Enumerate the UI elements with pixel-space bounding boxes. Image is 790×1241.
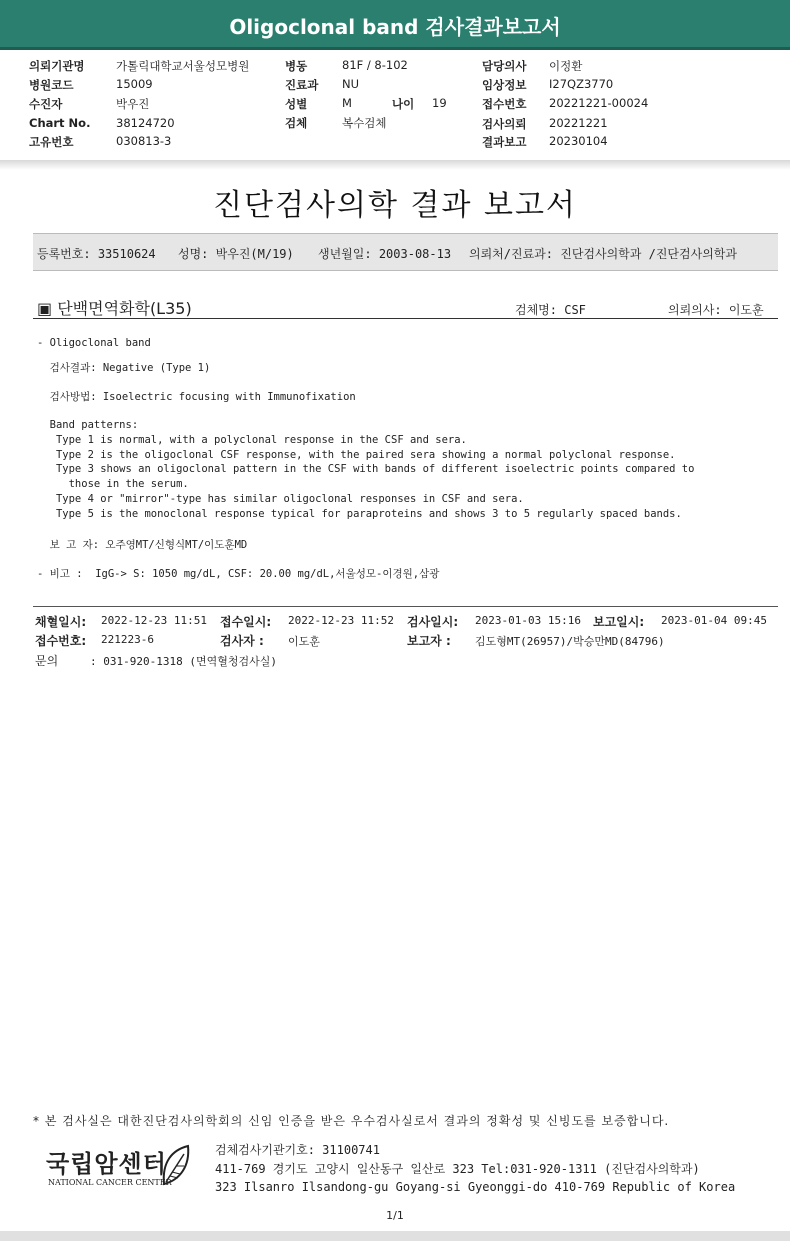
report-time-value: 2023-01-04 09:45 xyxy=(661,614,767,627)
report-title-bar xyxy=(0,0,790,47)
receipt-no-label: 접수번호: xyxy=(35,634,87,648)
collect-label: 채혈일시: xyxy=(35,615,87,629)
report-line: 검사결과: Negative (Type 1) xyxy=(37,362,211,374)
info-value: 19 xyxy=(432,96,447,110)
info-value: 20221221 xyxy=(549,116,608,130)
info-value: 15009 xyxy=(116,77,153,91)
info-label: 의뢰기관명 xyxy=(29,59,85,73)
info-label: 병동 xyxy=(285,59,308,73)
org-address-korean: 411-769 경기도 고양시 일산동구 일산로 323 Tel:031-920-1311 (진단검사의학과) xyxy=(215,1162,700,1176)
report-line: those in the serum. xyxy=(37,478,189,490)
tester-value: 이도훈 xyxy=(288,635,320,648)
inquiry-label: 문의 xyxy=(35,654,59,668)
info-label: 결과보고 xyxy=(482,135,527,149)
info-value: 030813-3 xyxy=(116,134,172,148)
patient-name: 성명: 박우진(M/19) xyxy=(178,247,294,261)
info-label: 임상정보 xyxy=(482,78,527,92)
footer-divider xyxy=(33,606,778,607)
info-value: NU xyxy=(342,77,360,91)
org-address-english: 323 Ilsanro Ilsandong-gu Goyang-si Gyeonggi-do 410-769 Republic of Korea xyxy=(215,1180,736,1194)
receive-value: 2022-12-23 11:52 xyxy=(288,614,394,627)
info-value: 20221221-00024 xyxy=(549,96,649,110)
ncc-logo xyxy=(40,1142,200,1194)
tester-label: 검사자 : xyxy=(220,634,264,648)
info-label: 검사의뢰 xyxy=(482,117,527,131)
info-label: 나이 xyxy=(392,97,415,111)
report-line: Type 4 or "mirror"-type has similar oligoclonal responses in CSF and sera. xyxy=(37,493,524,505)
report-line: - Oligoclonal band xyxy=(37,337,151,349)
registration-number: 등록번호: 33510624 xyxy=(37,247,156,261)
leaf-icon xyxy=(158,1144,194,1188)
section-header xyxy=(33,294,778,319)
info-label: 수진자 xyxy=(29,97,63,111)
org-code: 검체검사기관기호: 31100741 xyxy=(215,1143,380,1157)
info-label: 접수번호 xyxy=(482,97,527,111)
reporter-label: 보고자 : xyxy=(407,634,451,648)
registration-bar xyxy=(33,233,778,271)
info-value: 이정환 xyxy=(549,59,583,73)
info-value: I27QZ3770 xyxy=(549,77,614,91)
info-value: 81F / 8-102 xyxy=(342,58,408,72)
test-label: 검사일시: xyxy=(407,615,459,629)
info-value: 20230104 xyxy=(549,134,608,148)
page-number: 1/1 xyxy=(386,1209,404,1222)
report-line: - 비고 : IgG-> S: 1050 mg/dL, CSF: 20.00 mg/dL,서울성모-이경원,삼광 xyxy=(37,568,440,580)
report-title: Oligoclonal band 검사결과보고서 xyxy=(229,15,561,39)
report-line: 보 고 자: 오주영MT/신형식MT/이도훈MD xyxy=(37,539,248,551)
certification-notice: * 본 검사실은 대한진단검사의학회의 신임 인증을 받은 우수검사실로서 결과의 정확성 및 신빙도를 보증합니다. xyxy=(33,1114,670,1128)
info-value: 38124720 xyxy=(116,116,175,130)
report-line: Band patterns: xyxy=(37,419,139,431)
report-line: 검사방법: Isoelectric focusing with Immunofixation xyxy=(37,391,356,403)
info-label: 병원코드 xyxy=(29,78,74,92)
date-of-birth: 생년월일: 2003-08-13 xyxy=(318,247,452,261)
receipt-no-value: 221223-6 xyxy=(101,633,154,646)
info-label: 담당의사 xyxy=(482,59,527,73)
inquiry-value: : 031-920-1318 (면역혈청검사실) xyxy=(90,655,277,668)
info-value: 박우진 xyxy=(116,97,150,111)
specimen-name: 검체명: CSF xyxy=(515,303,586,317)
requesting-department: 의뢰처/진료과: 진단검사의학과 /진단검사의학과 xyxy=(469,247,737,261)
document-title: 진단검사의학 결과 보고서 xyxy=(213,188,577,223)
bottom-bar xyxy=(0,1231,790,1241)
receive-label: 접수일시: xyxy=(220,615,272,629)
info-label: Chart No. xyxy=(29,116,91,130)
report-line: Type 2 is the oligoclonal CSF response, with the paired sera showing a normal polyclonal response. xyxy=(37,449,676,461)
info-label: 진료과 xyxy=(285,78,319,92)
info-value: M xyxy=(342,96,352,110)
requesting-doctor: 의뢰의사: 이도훈 xyxy=(668,303,764,317)
section-title: ▣ 단백면역화학(L35) xyxy=(37,299,192,318)
logo-name-english: NATIONAL CANCER CENTER xyxy=(48,1178,172,1187)
report-line: Type 1 is normal, with a polyclonal response in the CSF and sera. xyxy=(37,434,467,446)
report-line: Type 5 is the monoclonal response typical for paraproteins and shows 3 to 5 regularly spaced bands. xyxy=(37,508,682,520)
info-label: 검체 xyxy=(285,116,308,130)
header-divider xyxy=(0,160,790,170)
info-label: 성별 xyxy=(285,97,308,111)
reporter-value: 김도형MT(26957)/박승만MD(84796) xyxy=(475,635,665,648)
report-line: Type 3 shows an oligoclonal pattern in the CSF with bands of different isoelectric points compared to xyxy=(37,463,695,475)
test-value: 2023-01-03 15:16 xyxy=(475,614,581,627)
report-time-label: 보고일시: xyxy=(593,615,645,629)
collect-value: 2022-12-23 11:51 xyxy=(101,614,207,627)
info-value: 복수검체 xyxy=(342,116,387,130)
logo-name-korean: 국립암센터 xyxy=(46,1150,167,1178)
info-value: 가톨릭대학교서울성모병원 xyxy=(116,59,250,73)
info-label: 고유번호 xyxy=(29,135,74,149)
title-underline xyxy=(0,47,790,50)
